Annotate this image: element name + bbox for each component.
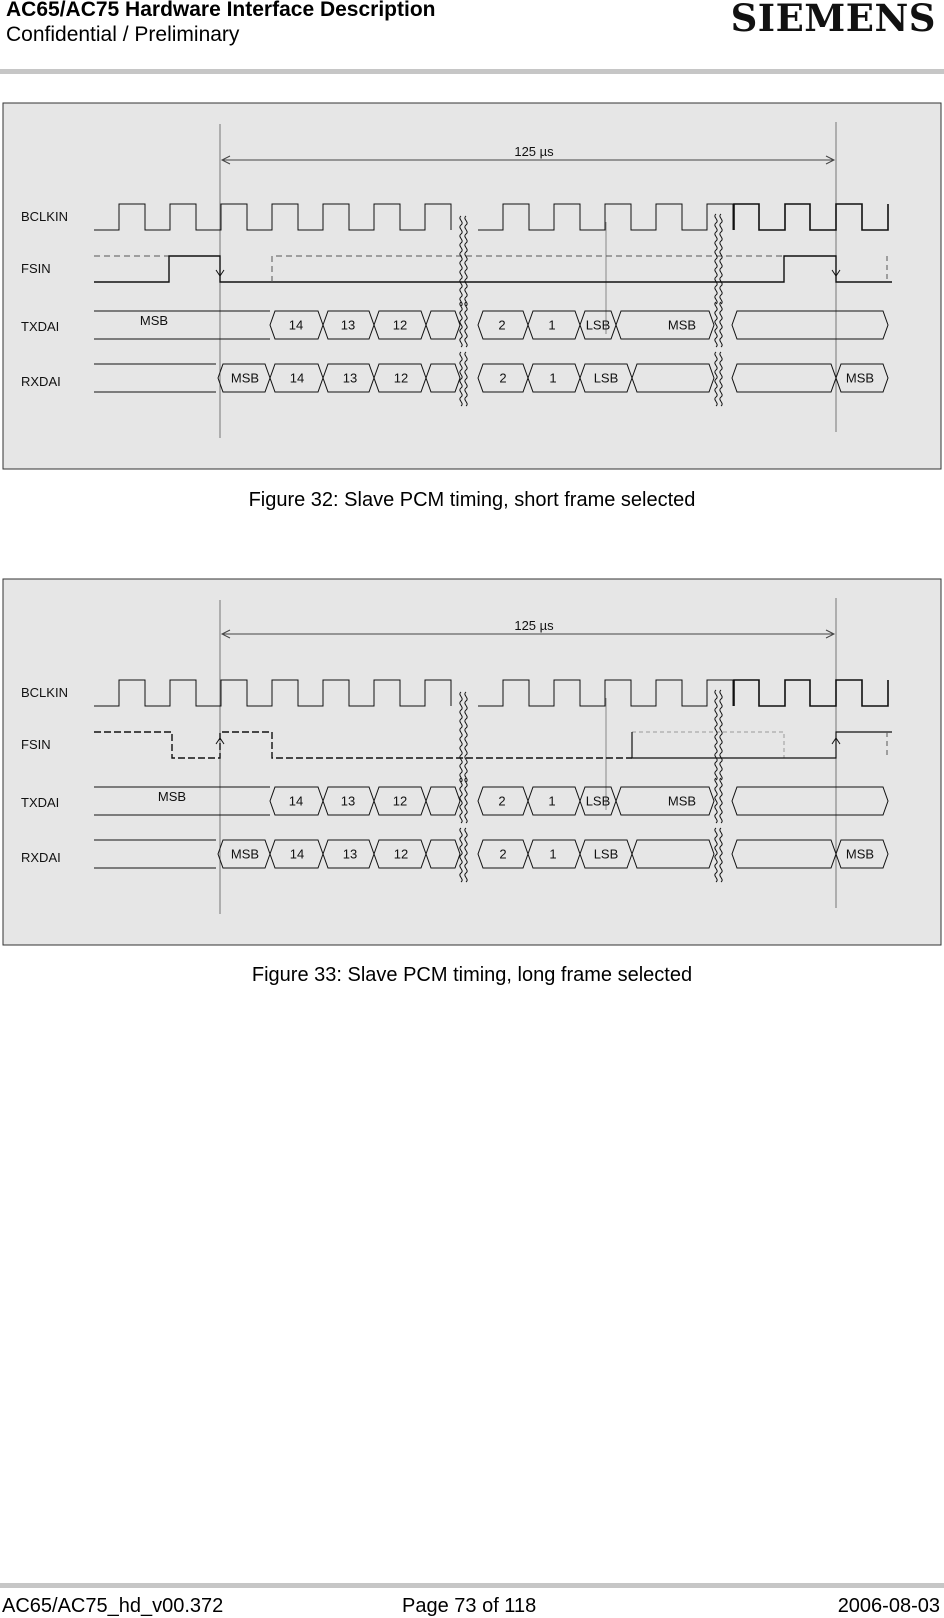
txdai-msb-label: MSB bbox=[139, 313, 169, 328]
figure-33-caption: Figure 33: Slave PCM timing, long frame selected bbox=[251, 964, 693, 986]
rxdai-bit-label: 1 bbox=[549, 846, 557, 862]
txdai-bit-label: 2 bbox=[498, 793, 506, 809]
document-title: AC65/AC75 Hardware Interface Description bbox=[6, 0, 436, 21]
fsin-label: FSIN bbox=[21, 261, 51, 276]
rxdai-bit-label: LSB bbox=[593, 846, 619, 862]
header-rule bbox=[0, 69, 944, 74]
txdai-label: TXDAI bbox=[21, 795, 60, 810]
rxdai-bit-label: 13 bbox=[342, 846, 358, 862]
long-frame-timing-svg bbox=[2, 578, 942, 946]
document-subtitle: Confidential / Preliminary bbox=[6, 23, 240, 46]
txdai-next-msb-label: MSB bbox=[667, 317, 697, 333]
txdai-msb-label: MSB bbox=[157, 789, 187, 804]
txdai-bit-label: 1 bbox=[548, 793, 556, 809]
footer-date: 2006-08-03 bbox=[837, 1595, 940, 1617]
rxdai-bit-label: 12 bbox=[393, 370, 409, 386]
period-label: 125 µs bbox=[514, 144, 554, 159]
siemens-logo: SIEMENS bbox=[730, 0, 936, 40]
txdai-bit-label: 13 bbox=[340, 793, 356, 809]
rxdai-label: RXDAI bbox=[21, 374, 61, 389]
rxdai-label: RXDAI bbox=[21, 850, 61, 865]
txdai-bit-label: 2 bbox=[498, 317, 506, 333]
figure-frame bbox=[3, 103, 941, 469]
rxdai-bit-label: 2 bbox=[499, 846, 507, 862]
txdai-bit-label: 1 bbox=[548, 317, 556, 333]
txdai-bit-label: 14 bbox=[288, 317, 304, 333]
txdai-bit-label: 13 bbox=[340, 317, 356, 333]
txdai-label: TXDAI bbox=[21, 319, 60, 334]
txdai-bit-label: 12 bbox=[392, 317, 408, 333]
rxdai-bit-label: MSB bbox=[845, 846, 875, 862]
period-label: 125 µs bbox=[514, 618, 554, 633]
rxdai-bit-label: LSB bbox=[593, 370, 619, 386]
figure-32-timing-diagram bbox=[2, 102, 942, 470]
fsin-label: FSIN bbox=[21, 737, 51, 752]
figure-33-timing-diagram bbox=[2, 578, 942, 946]
txdai-bit-label: LSB bbox=[585, 793, 611, 809]
short-frame-timing-svg bbox=[2, 102, 942, 470]
rxdai-bit-label: 13 bbox=[342, 370, 358, 386]
txdai-bit-label: LSB bbox=[585, 317, 611, 333]
rxdai-bit-label: 2 bbox=[499, 370, 507, 386]
txdai-bit-label: 12 bbox=[392, 793, 408, 809]
rxdai-bit-label: 12 bbox=[393, 846, 409, 862]
txdai-bit-label: 14 bbox=[288, 793, 304, 809]
rxdai-bit-label: MSB bbox=[845, 370, 875, 386]
rxdai-bit-label: MSB bbox=[230, 370, 260, 386]
footer-page-number: Page 73 of 118 bbox=[402, 1595, 537, 1617]
bclkin-label: BCLKIN bbox=[21, 685, 68, 700]
txdai-next-msb-label: MSB bbox=[667, 793, 697, 809]
rxdai-bit-label: 14 bbox=[289, 846, 305, 862]
footer-rule bbox=[0, 1583, 944, 1588]
bclkin-label: BCLKIN bbox=[21, 209, 68, 224]
rxdai-bit-label: 1 bbox=[549, 370, 557, 386]
footer-doc-id: AC65/AC75_hd_v00.372 bbox=[2, 1595, 224, 1617]
rxdai-bit-label: MSB bbox=[230, 846, 260, 862]
figure-32-caption: Figure 32: Slave PCM timing, short frame selected bbox=[248, 489, 696, 511]
rxdai-bit-label: 14 bbox=[289, 370, 305, 386]
